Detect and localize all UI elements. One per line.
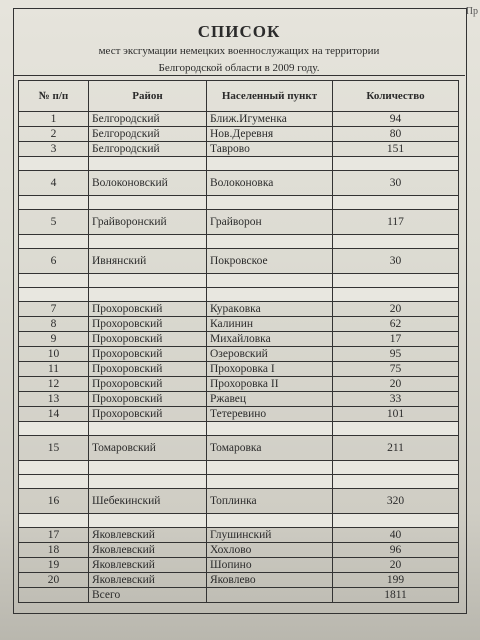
cell-raion: Прохоровский — [89, 317, 207, 332]
table-row — [19, 528, 459, 543]
empty-cell — [89, 288, 207, 302]
empty-cell — [333, 288, 459, 302]
cell-qty: 211 — [333, 436, 459, 461]
cell-punkt: Озеровский — [207, 347, 333, 362]
spacer-row — [19, 274, 459, 288]
empty-cell — [333, 422, 459, 436]
table-row — [19, 489, 459, 514]
empty-cell — [207, 235, 333, 249]
cell-number: 14 — [19, 407, 89, 422]
cell-qty: 95 — [333, 347, 459, 362]
empty-cell — [19, 422, 89, 436]
cell-qty: 30 — [333, 249, 459, 274]
cell-qty: 17 — [333, 332, 459, 347]
empty-cell — [19, 157, 89, 171]
empty-cell — [89, 274, 207, 288]
cell-number: 13 — [19, 392, 89, 407]
empty-cell — [207, 461, 333, 475]
cell-raion: Яковлевский — [89, 543, 207, 558]
cell-number: 18 — [19, 543, 89, 558]
empty-cell — [19, 274, 89, 288]
table-row — [19, 210, 459, 235]
empty-cell — [89, 157, 207, 171]
cell-number: 10 — [19, 347, 89, 362]
cell-qty: 30 — [333, 171, 459, 196]
empty-cell — [19, 288, 89, 302]
cell-punkt: Таврово — [207, 142, 333, 157]
table-row — [19, 171, 459, 196]
cell-qty: 151 — [333, 142, 459, 157]
cell-raion: Волоконовский — [89, 171, 207, 196]
table-row — [19, 249, 459, 274]
cell-raion: Прохоровский — [89, 332, 207, 347]
cell-qty: 101 — [333, 407, 459, 422]
cell-number: 8 — [19, 317, 89, 332]
cell-punkt: Прохоровка I — [207, 362, 333, 377]
empty-cell — [207, 196, 333, 210]
empty-cell — [207, 422, 333, 436]
cell-qty: 20 — [333, 302, 459, 317]
spacer-row — [19, 461, 459, 475]
cell-qty: 117 — [333, 210, 459, 235]
empty-cell — [207, 157, 333, 171]
empty-cell — [333, 196, 459, 210]
cell-punkt: Глушинский — [207, 528, 333, 543]
subtitle-line-2: Белгородской области в 2009 году. — [158, 62, 320, 74]
cell-qty: 199 — [333, 573, 459, 588]
cell-qty: 20 — [333, 377, 459, 392]
cell-qty: 96 — [333, 543, 459, 558]
empty-cell — [19, 514, 89, 528]
cell-number: 1 — [19, 112, 89, 127]
empty-cell — [333, 274, 459, 288]
cell-punkt: Томаровка — [207, 436, 333, 461]
cell-raion: Яковлевский — [89, 573, 207, 588]
cell-raion: Томаровский — [89, 436, 207, 461]
cell-number: 16 — [19, 489, 89, 514]
empty-cell — [89, 475, 207, 489]
table-row — [19, 127, 459, 142]
col-header-punkt: Населенный пункт — [207, 81, 333, 112]
empty-cell — [89, 461, 207, 475]
cell-number: 5 — [19, 210, 89, 235]
spacer-row — [19, 196, 459, 210]
cell-raion: Яковлевский — [89, 528, 207, 543]
empty-cell — [207, 274, 333, 288]
empty-cell — [89, 514, 207, 528]
cell-qty: 75 — [333, 362, 459, 377]
subtitle-line-1: мест эксгумации немецких военнослужащих на территории — [98, 45, 380, 57]
empty-cell — [207, 288, 333, 302]
table-row — [19, 543, 459, 558]
table-row — [19, 436, 459, 461]
cell-number: 2 — [19, 127, 89, 142]
empty-cell — [19, 461, 89, 475]
spacer-row — [19, 422, 459, 436]
col-header-raion: Район — [89, 81, 207, 112]
cell-raion: Прохоровский — [89, 302, 207, 317]
cell-punkt: Яковлево — [207, 573, 333, 588]
empty-cell — [333, 157, 459, 171]
empty-cell — [333, 514, 459, 528]
table-row — [19, 362, 459, 377]
table-row — [19, 558, 459, 573]
empty-cell — [333, 235, 459, 249]
cell-number: 4 — [19, 171, 89, 196]
cell-punkt: Хохлово — [207, 543, 333, 558]
cell-number: 3 — [19, 142, 89, 157]
cell-qty: 62 — [333, 317, 459, 332]
cell-raion: Яковлевский — [89, 558, 207, 573]
cell-number: 17 — [19, 528, 89, 543]
page-title: СПИСОК — [197, 22, 281, 41]
cell-punkt: Калинин — [207, 317, 333, 332]
table-body — [19, 112, 459, 603]
header — [13, 8, 465, 76]
cell-punkt: Прохоровка II — [207, 377, 333, 392]
cell-number: 20 — [19, 573, 89, 588]
cell-punkt: Куракoвка — [207, 302, 333, 317]
cell-raion: Шебекинский — [89, 489, 207, 514]
spacer-row — [19, 475, 459, 489]
empty-cell — [333, 475, 459, 489]
cell-number: 11 — [19, 362, 89, 377]
cell-number: 9 — [19, 332, 89, 347]
spacer-row — [19, 157, 459, 171]
cell-number: 6 — [19, 249, 89, 274]
cell-punkt: Нов.Деревня — [207, 127, 333, 142]
cell-qty: 94 — [333, 112, 459, 127]
cell-raion: Белгородский — [89, 127, 207, 142]
spacer-row — [19, 514, 459, 528]
cell-punkt: Ржавец — [207, 392, 333, 407]
table-row — [19, 377, 459, 392]
cell-punkt: Михайловка — [207, 332, 333, 347]
cell-raion: Ивнянский — [89, 249, 207, 274]
cell-qty: 80 — [333, 127, 459, 142]
cell-number: 15 — [19, 436, 89, 461]
table-header-row — [19, 81, 459, 112]
total-row — [19, 588, 459, 603]
cell-qty: 33 — [333, 392, 459, 407]
empty-cell — [89, 196, 207, 210]
table-row — [19, 142, 459, 157]
cell-raion: Прохоровский — [89, 392, 207, 407]
cell-number: 12 — [19, 377, 89, 392]
cell-punkt: Грайворон — [207, 210, 333, 235]
cell-number: 7 — [19, 302, 89, 317]
table-row — [19, 317, 459, 332]
empty-cell — [19, 588, 89, 603]
cell-qty: 40 — [333, 528, 459, 543]
exhumation-table — [18, 80, 459, 603]
empty-cell — [207, 588, 333, 603]
cell-raion: Прохоровский — [89, 347, 207, 362]
table-row — [19, 112, 459, 127]
empty-cell — [89, 422, 207, 436]
cell-raion: Прохоровский — [89, 362, 207, 377]
empty-cell — [333, 461, 459, 475]
cell-punkt: Тетеревино — [207, 407, 333, 422]
empty-cell — [207, 475, 333, 489]
empty-cell — [19, 235, 89, 249]
table-row — [19, 573, 459, 588]
empty-cell — [207, 514, 333, 528]
cell-punkt: Ближ.Игуменка — [207, 112, 333, 127]
cell-punkt: Шопино — [207, 558, 333, 573]
spacer-row — [19, 235, 459, 249]
table-row — [19, 302, 459, 317]
total-label: Всего — [89, 588, 207, 603]
table-row — [19, 392, 459, 407]
cell-raion: Белгородский — [89, 112, 207, 127]
total-qty: 1811 — [333, 588, 459, 603]
col-header-number: № п/п — [19, 81, 89, 112]
cell-raion: Прохоровский — [89, 377, 207, 392]
cell-qty: 20 — [333, 558, 459, 573]
col-header-qty: Количество — [333, 81, 459, 112]
cell-punkt: Покровское — [207, 249, 333, 274]
cell-qty: 320 — [333, 489, 459, 514]
cell-raion: Белгородский — [89, 142, 207, 157]
empty-cell — [89, 235, 207, 249]
cell-punkt: Топлинка — [207, 489, 333, 514]
table-row — [19, 347, 459, 362]
cell-raion: Грайворонский — [89, 210, 207, 235]
cell-number: 19 — [19, 558, 89, 573]
table-row — [19, 332, 459, 347]
cell-raion: Прохоровский — [89, 407, 207, 422]
corner-mark: Пр — [465, 6, 478, 17]
empty-cell — [19, 475, 89, 489]
empty-cell — [19, 196, 89, 210]
spacer-row — [19, 288, 459, 302]
cell-punkt: Волоконовка — [207, 171, 333, 196]
table-row — [19, 407, 459, 422]
